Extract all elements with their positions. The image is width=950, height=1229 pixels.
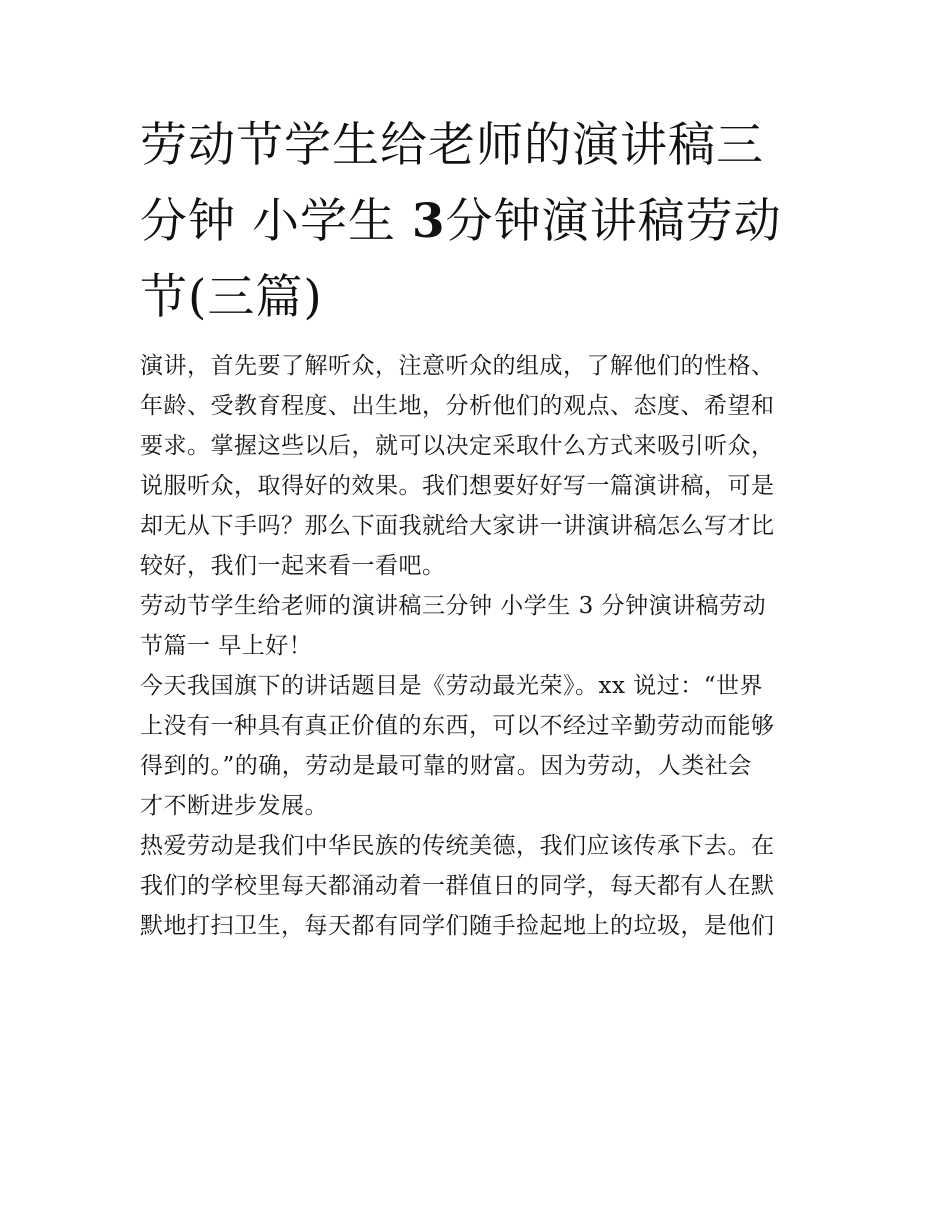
body-line: 今天我国旗下的讲话题目是《劳动最光荣》。xx 说过：“世界 bbox=[140, 673, 764, 699]
title-line-2-part-2: 分钟演讲稿劳动 bbox=[445, 194, 782, 249]
title-line-2-part-1: 分钟 小学生 bbox=[140, 194, 396, 249]
intro-line: 要求。掌握这些以后，就可以决定采取什么方式来吸引听众， bbox=[140, 433, 775, 459]
body-paragraph-1 bbox=[140, 666, 820, 826]
body-line: 得到的。”的确，劳动是最可靠的财富。因为劳动，人类社会 bbox=[140, 753, 752, 779]
body-paragraph-2 bbox=[140, 826, 820, 946]
intro-line: 较好，我们一起来看一看吧。 bbox=[140, 553, 446, 579]
body-line: 我们的学校里每天都涌动着一群值日的同学，每天都有人在默 bbox=[140, 873, 775, 899]
document-page bbox=[140, 108, 820, 946]
intro-paragraph bbox=[140, 346, 820, 586]
intro-line: 说服听众，取得好的效果。我们想要好好写一篇演讲稿，可是 bbox=[140, 473, 775, 499]
intro-line: 演讲，首先要了解听众，注意听众的组成，了解他们的性格、 bbox=[140, 353, 775, 379]
title-line-2-number: 3 bbox=[411, 194, 446, 249]
section-heading-paragraph bbox=[140, 586, 820, 666]
body-line: 才不断进步发展。 bbox=[140, 793, 328, 819]
body-line: 默地打扫卫生，每天都有同学们随手捡起地上的垃圾，是他们 bbox=[140, 913, 775, 939]
body-line: 热爱劳动是我们中华民族的传统美德，我们应该传承下去。在 bbox=[140, 833, 775, 859]
intro-line: 却无从下手吗？那么下面我就给大家讲一讲演讲稿怎么写才比 bbox=[140, 513, 775, 539]
document-title bbox=[140, 108, 820, 336]
title-line-1: 劳动节学生给老师的演讲稿三 bbox=[140, 118, 764, 173]
body-line: 上没有一种具有真正价值的东西，可以不经过辛勤劳动而能够 bbox=[140, 713, 775, 739]
section-heading-line: 节篇一 早上好！ bbox=[140, 633, 313, 659]
title-line-3: 节(三篇) bbox=[140, 270, 323, 325]
intro-line: 年龄、受教育程度、出生地，分析他们的观点、态度、希望和 bbox=[140, 393, 775, 419]
section-heading-line: 劳动节学生给老师的演讲稿三分钟 小学生 3 分钟演讲稿劳动 bbox=[140, 593, 767, 619]
